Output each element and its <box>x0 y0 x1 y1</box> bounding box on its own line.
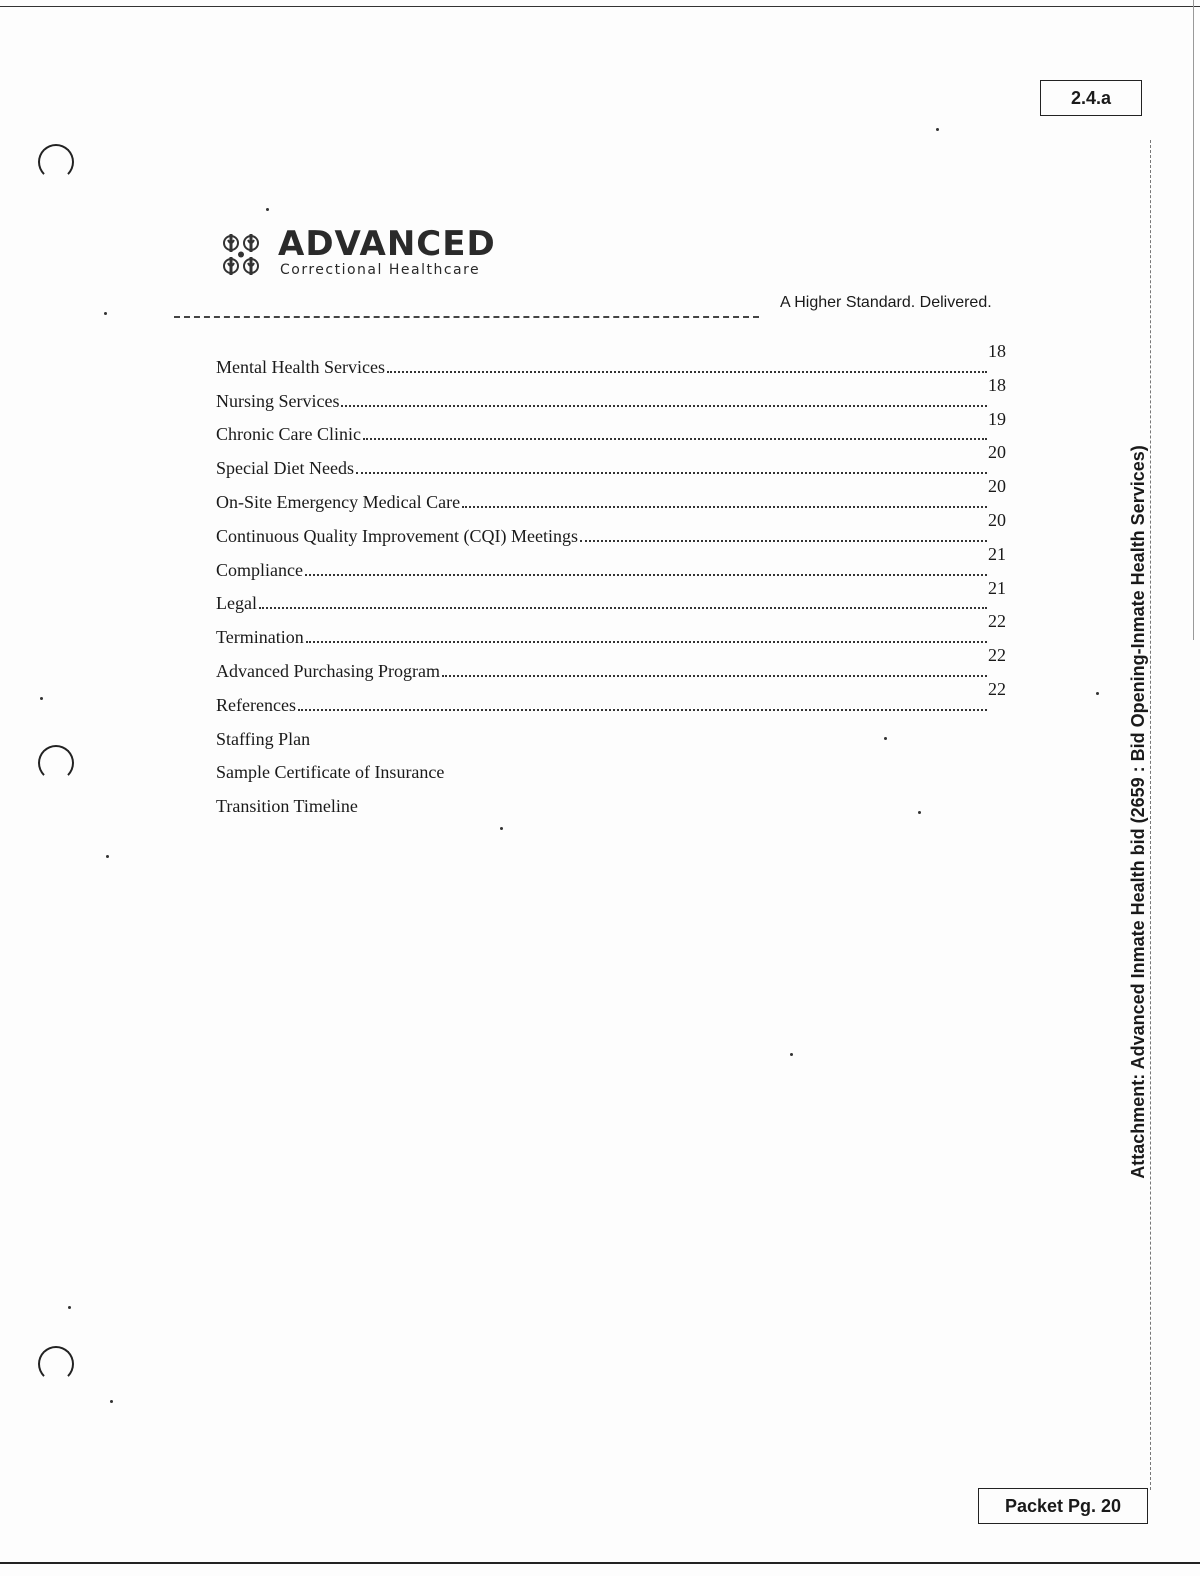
toc-entry-page: 22 <box>988 678 1006 699</box>
scan-speck <box>884 737 887 740</box>
packet-page-box <box>978 1488 1148 1524</box>
packet-page-number: Packet Pg. 20 <box>1004 1496 1122 1516</box>
toc-entry-label: References <box>216 694 296 715</box>
toc-entry <box>216 341 1006 378</box>
scan-speck <box>790 1053 793 1056</box>
toc-entry <box>216 509 1006 547</box>
toc-entry-label: Special Diet Needs <box>216 458 354 479</box>
toc-entry <box>216 678 1006 716</box>
toc-entry <box>216 543 1006 581</box>
toc-entry-label: Chronic Care Clinic <box>216 424 361 445</box>
toc-entry <box>216 442 1006 479</box>
page-right-edge <box>1193 0 1194 640</box>
attachment-caption: Attachment: Advanced Inmate Health bid (2659 : Bid Opening-Inmate Health Services) <box>1128 445 1148 1179</box>
toc-entry <box>216 611 1006 648</box>
page-bottom-border <box>0 1562 1200 1564</box>
toc-entry-page: 18 <box>988 374 1006 395</box>
toc-entry-page: 20 <box>988 476 1006 497</box>
toc-entry-page: 18 <box>988 341 1006 361</box>
attachment-margin-line <box>1150 140 1151 1490</box>
toc-entry-page: 19 <box>988 408 1006 429</box>
toc-entry-label: On-Site Emergency Medical Care <box>216 491 461 512</box>
table-of-contents <box>216 341 1006 817</box>
toc-dot-leader <box>387 371 987 373</box>
toc-entry-page: 21 <box>988 543 1006 564</box>
scan-speck <box>936 128 939 131</box>
scan-speck <box>104 312 107 315</box>
scan-speck <box>110 1400 113 1403</box>
toc-dot-leader <box>462 506 987 508</box>
toc-dot-leader <box>306 641 987 643</box>
toc-entry <box>216 476 1006 513</box>
toc-entry <box>216 783 1006 817</box>
punch-hole-icon <box>38 1346 74 1382</box>
punch-hole-icon <box>38 745 74 781</box>
toc-dot-leader <box>442 675 987 677</box>
toc-entry-label: Termination <box>216 627 304 648</box>
scan-speck <box>918 811 921 814</box>
scan-speck <box>106 855 109 858</box>
section-number: 2.4.a <box>1070 88 1112 108</box>
toc-entry-label: Staffing Plan <box>216 728 311 749</box>
toc-entry-page: 20 <box>988 509 1006 530</box>
toc-dot-leader <box>341 405 987 407</box>
toc-dot-leader <box>298 709 987 711</box>
toc-entry <box>216 408 1006 446</box>
toc-entry-label: Legal <box>216 593 257 614</box>
tagline: A Higher Standard. Delivered. <box>780 294 992 311</box>
toc-entry-page: 20 <box>988 442 1006 463</box>
toc-entry-page: 21 <box>988 577 1006 598</box>
company-logo <box>218 224 518 288</box>
scan-speck <box>40 697 43 700</box>
toc-entry <box>216 577 1006 615</box>
toc-entry-label: Mental Health Services <box>216 356 385 377</box>
toc-dot-leader <box>356 472 987 474</box>
page-top-border <box>0 6 1200 7</box>
toc-entry-label: Sample Certificate of Insurance <box>216 762 445 783</box>
scan-speck <box>266 208 269 211</box>
toc-dot-leader <box>580 540 987 542</box>
scan-speck <box>68 1306 71 1309</box>
scan-speck <box>1096 692 1099 695</box>
toc-entry-page: 22 <box>988 611 1006 632</box>
punch-hole-icon <box>38 144 74 180</box>
caduceus-cluster-icon <box>218 230 268 282</box>
scan-speck <box>500 827 503 830</box>
toc-entry-label: Continuous Quality Improvement (CQI) Meetings <box>216 525 578 546</box>
section-number-box <box>1040 80 1142 116</box>
toc-entry <box>216 374 1006 412</box>
toc-entry-label: Nursing Services <box>216 390 340 411</box>
toc-entry-label: Advanced Purchasing Program <box>216 660 440 681</box>
header-dashed-rule <box>174 316 759 318</box>
logo-subtitle: Correctional Healthcare <box>280 262 481 278</box>
toc-dot-leader <box>305 574 987 576</box>
logo-wordmark: ADVANCED <box>278 224 496 264</box>
toc-entry <box>216 716 1006 750</box>
toc-dot-leader <box>363 438 987 440</box>
toc-dot-leader <box>259 607 987 609</box>
toc-entry <box>216 750 1006 784</box>
toc-entry-page: 22 <box>988 645 1006 666</box>
toc-entry-label: Transition Timeline <box>216 796 358 817</box>
toc-entry <box>216 645 1006 682</box>
toc-entry-label: Compliance <box>216 559 303 580</box>
